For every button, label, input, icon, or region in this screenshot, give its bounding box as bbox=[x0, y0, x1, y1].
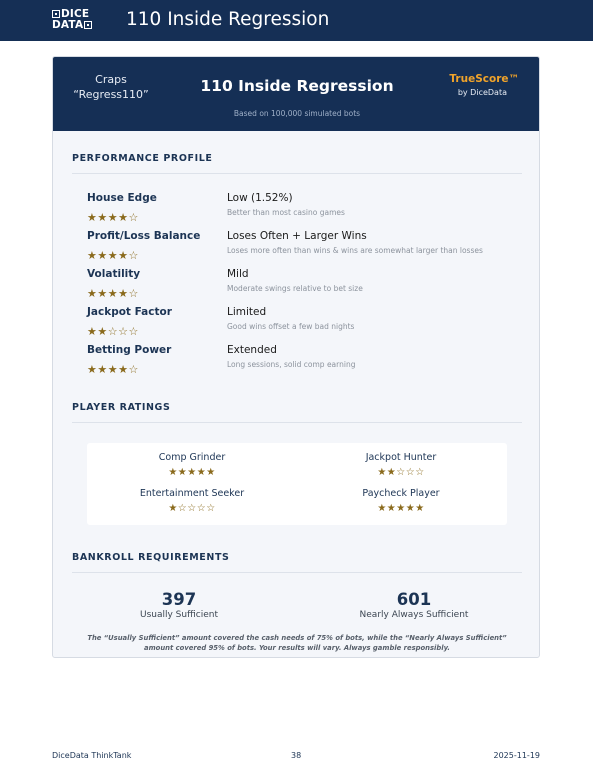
top-bar bbox=[0, 0, 593, 41]
metric-name: House Edge bbox=[87, 192, 157, 204]
star-rating: ★★★★☆ bbox=[87, 287, 139, 300]
bankroll-disclaimer: The “Usually Sufficient” amount covered the cash needs of 75% of bots, while the “Nearly Always Sufficient” amount covered 95% of bots. Your results will vary. Always gamble responsibly. bbox=[87, 634, 507, 652]
star-rating: ★★★★★ bbox=[168, 467, 216, 478]
dice-icon bbox=[84, 21, 92, 29]
page-title: 110 Inside Regression bbox=[126, 9, 330, 30]
metric-name: Volatility bbox=[87, 268, 141, 280]
star-rating: ★★★★☆ bbox=[87, 211, 139, 224]
rating-label: Jackpot Hunter bbox=[365, 452, 437, 463]
player-ratings-panel bbox=[87, 443, 507, 525]
rating-paycheck-player bbox=[311, 488, 491, 514]
metric-value: Limited bbox=[227, 306, 267, 318]
metric-name: Jackpot Factor bbox=[87, 306, 172, 318]
performance-profile-heading: PERFORMANCE PROFILE bbox=[72, 153, 213, 164]
strategy-card bbox=[52, 56, 540, 658]
metric-value: Mild bbox=[227, 268, 249, 280]
bankroll-value: 397 bbox=[161, 590, 197, 609]
page-number: 38 bbox=[291, 751, 302, 760]
metric-description: Good wins offset a few bad nights bbox=[227, 322, 355, 331]
star-rating: ★★☆☆☆ bbox=[87, 325, 139, 338]
metric-description: Loses more often than wins & wins are somewhat larger than losses bbox=[227, 246, 483, 255]
metric-description: Better than most casino games bbox=[227, 208, 345, 217]
strategy-title: 110 Inside Regression bbox=[200, 77, 394, 95]
star-rating: ★★★★☆ bbox=[87, 249, 139, 262]
footer-date: 2025-11-19 bbox=[493, 751, 540, 760]
card-header bbox=[53, 57, 540, 131]
bankroll-label: Nearly Always Sufficient bbox=[359, 610, 469, 620]
rating-label: Paycheck Player bbox=[362, 488, 440, 499]
truescore-byline: by DiceData bbox=[457, 88, 507, 97]
bankroll-requirements-heading: BANKROLL REQUIREMENTS bbox=[72, 552, 230, 563]
star-rating: ★★★★☆ bbox=[87, 363, 139, 376]
rating-jackpot-hunter bbox=[311, 452, 491, 478]
truescore-brand: TrueScore™ bbox=[449, 73, 519, 85]
star-rating: ★★☆☆☆ bbox=[377, 467, 425, 478]
rating-label: Entertainment Seeker bbox=[139, 488, 245, 499]
footer-publisher: DiceData ThinkTank bbox=[52, 751, 132, 760]
game-name: Craps “Regress110” bbox=[73, 73, 149, 101]
metric-name: Betting Power bbox=[87, 344, 172, 356]
metric-value: Low (1.52%) bbox=[227, 192, 293, 204]
metric-value: Extended bbox=[227, 344, 277, 356]
divider bbox=[72, 173, 522, 174]
star-rating: ★☆☆☆☆ bbox=[168, 503, 216, 514]
metric-description: Moderate swings relative to bet size bbox=[227, 284, 363, 293]
player-ratings-heading: PLAYER RATINGS bbox=[72, 402, 171, 413]
dice-icon bbox=[52, 10, 60, 18]
dicedata-logo: DICE DATA bbox=[52, 9, 100, 31]
star-rating: ★★★★★ bbox=[377, 503, 425, 514]
divider bbox=[72, 572, 522, 573]
rating-label: Comp Grinder bbox=[158, 452, 226, 463]
bankroll-nearly-always-sufficient bbox=[314, 590, 514, 620]
metric-description: Long sessions, solid comp earning bbox=[227, 360, 356, 369]
metric-name: Profit/Loss Balance bbox=[87, 230, 201, 242]
rating-comp-grinder bbox=[102, 452, 282, 478]
bankroll-usually-sufficient bbox=[79, 590, 279, 620]
divider bbox=[72, 422, 522, 423]
rating-entertainment-seeker bbox=[102, 488, 282, 514]
bankroll-value: 601 bbox=[396, 590, 432, 609]
metric-value: Loses Often + Larger Wins bbox=[227, 230, 367, 242]
bankroll-label: Usually Sufficient bbox=[139, 610, 219, 620]
simulation-note: Based on 100,000 simulated bots bbox=[233, 109, 361, 118]
